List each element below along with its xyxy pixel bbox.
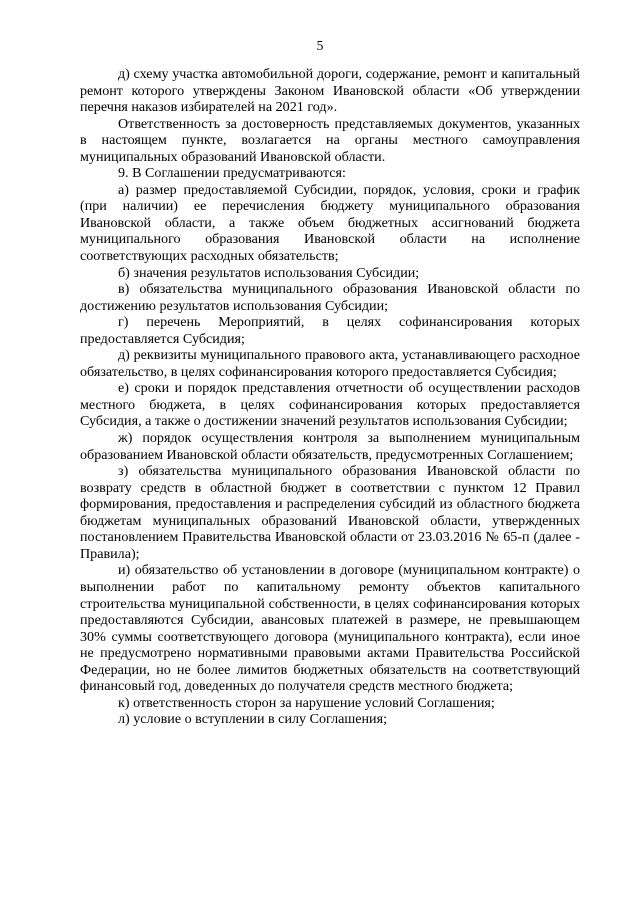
paragraph-zh-control: ж) порядок осуществления контроля за выполнением муниципальным образованием Ивановской области обязательств, предусмотренных Соглашением;: [80, 430, 580, 463]
paragraph-g-measures-list: г) перечень Мероприятий, в целях софинансирования которых предоставляется Субсидия;: [80, 314, 580, 347]
paragraph-9-agreement-provisions: 9. В Соглашении предусматриваются:: [118, 165, 346, 182]
paragraph-b-result-values: б) значения результатов использования Субсидии;: [118, 264, 420, 281]
paragraph-l-entry-into-force: л) условие о вступлении в силу Соглашения;: [118, 711, 387, 728]
paragraph-d-road-scheme: д) схему участка автомобильной дороги, содержание, ремонт и капитальный ремонт которого утверждены Законом Ивановской области «Об утверждении перечня наказов избирателей на 2021 год».: [80, 66, 580, 116]
paragraph-z-refund-obligations: з) обязательства муниципального образования Ивановской области по возврату средств в областной бюджет в соответствии с пунктом 12 Правил формирования, предоставления и распределения субсидий из областного бюджета бюджетам муниципальных образований Ивановской области, утвержденных постановлением Правительства Ивановской области от 23.03.2016 № 65-п (далее - Правила);: [80, 463, 580, 562]
paragraph-i-advance-payments: и) обязательство об установлении в договоре (муниципальном контракте) о выполнении работ по капитальному ремонту объектов капитального строительства муниципальной собственности, в целях софинансирования которых предоставляются Субсидии, авансовых платежей в размере, не превышающем 30% суммы соответствующего договора (муниципального контракта), если иное не предусмотрено нормативными правовыми актами Правительства Российской Федерации, но не более лимитов бюджетных обязательств на соответствующий финансовый год, доведенных до получателя средств местного бюджета;: [80, 562, 580, 695]
paragraph-responsibility: Ответственность за достоверность представляемых документов, указанных в настоящем пункте, возлагается на органы местного самоуправления муниципальных образований Ивановской области.: [80, 115, 580, 165]
paragraph-k-liability: к) ответственность сторон за нарушение условий Соглашения;: [118, 694, 495, 711]
document-body: [80, 66, 580, 728]
paragraph-a-subsidy-amount: а) размер предоставляемой Субсидии, порядок, условия, сроки и график (при наличии) ее перечисления бюджету муниципального образования Ивановской области, а также объем бюджетных ассигнований бюджета муниципального образования Ивановской области на исполнение соответствующих расходных обязательств;: [80, 181, 580, 265]
paragraph-v-obligations-results: в) обязательства муниципального образования Ивановской области по достижению результатов использования Субсидии;: [80, 281, 580, 314]
page-number: 5: [316, 38, 324, 53]
paragraph-d-legal-act-details: д) реквизиты муниципального правового акта, устанавливающего расходное обязательство, в целях софинансирования которого предоставляется Субсидия;: [80, 347, 580, 380]
paragraph-e-reporting: е) сроки и порядок представления отчетности об осуществлении расходов местного бюджета, в целях софинансирования которых предоставляется Субсидия, а также о достижении значений результатов использования Субсидии;: [80, 380, 580, 430]
